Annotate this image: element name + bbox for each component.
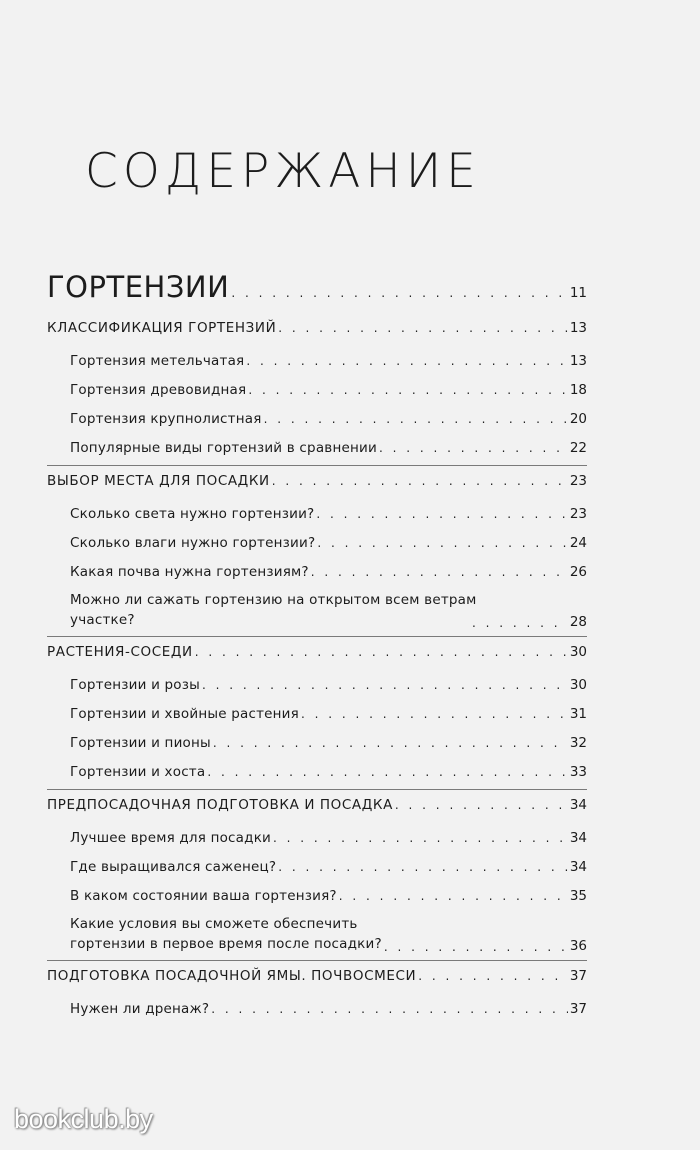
dot-leader <box>207 765 567 779</box>
toc-section-row[interactable] <box>47 757 587 786</box>
toc-page-number: 34 <box>569 858 587 875</box>
toc-section-label: В каком состоянии ваша гортензия? <box>70 887 337 904</box>
toc-section-row[interactable] <box>47 375 587 404</box>
toc-section-row[interactable] <box>47 670 587 699</box>
toc-page <box>47 0 587 1150</box>
divider <box>47 789 587 790</box>
toc-section-label-line: гортензии в первое время после посадки? <box>70 936 382 952</box>
toc-section-row[interactable] <box>47 586 587 633</box>
toc-page-number: 37 <box>569 968 587 984</box>
toc-section-row[interactable] <box>47 728 587 757</box>
toc-page-number: 13 <box>569 320 587 336</box>
toc-page-number: 31 <box>569 705 587 722</box>
toc-section-label: Гортензия древовидная <box>70 381 247 398</box>
toc-section-label: Нужен ли дренаж? <box>70 1000 210 1017</box>
toc-section-label <box>70 914 382 954</box>
dot-leader <box>317 536 568 550</box>
toc-page-number: 22 <box>569 439 587 456</box>
toc-section-label: Гортензии и хвойные растения <box>70 705 299 722</box>
toc-section-label: Гортензии и пионы <box>70 734 211 751</box>
dot-leader <box>418 969 568 983</box>
toc-page-number: 28 <box>569 614 587 630</box>
dot-leader <box>278 860 568 874</box>
toc-section-label: Сколько света нужно гортензии? <box>70 505 315 522</box>
toc-chapter-label: ПОДГОТОВКА ПОСАДОЧНОЙ ЯМЫ. ПОЧВОСМЕСИ <box>47 968 417 984</box>
toc-page-number: 11 <box>569 285 587 301</box>
divider <box>47 960 587 961</box>
dot-leader <box>248 383 567 397</box>
toc-chapter-row[interactable] <box>47 968 587 991</box>
toc-section-row[interactable] <box>47 499 587 528</box>
toc-page-number: 24 <box>569 534 587 551</box>
toc-page-number: 32 <box>569 734 587 751</box>
toc-section-label-line: участке? <box>70 612 135 628</box>
dot-leader <box>213 736 568 750</box>
dot-leader <box>195 645 568 659</box>
table-of-contents <box>47 270 587 1023</box>
toc-section-row[interactable] <box>47 557 587 586</box>
toc-section-label-line: Какие условия вы сможете обеспечить <box>70 916 358 932</box>
toc-section-label <box>70 590 477 630</box>
toc-page-number: 30 <box>569 676 587 693</box>
toc-section-row[interactable] <box>47 994 587 1023</box>
toc-section-row[interactable] <box>47 433 587 462</box>
dot-leader <box>231 286 567 300</box>
toc-section-label: Где выращивался саженец? <box>70 858 277 875</box>
toc-part-label: ГОРТЕНЗИИ <box>47 270 230 304</box>
toc-section-row[interactable] <box>47 699 587 728</box>
dot-leader <box>316 507 567 521</box>
divider <box>47 465 587 466</box>
toc-page-number: 34 <box>569 829 587 846</box>
toc-section-label: Популярные виды гортензий в сравнении <box>70 439 377 456</box>
toc-chapter-label: ВЫБОР МЕСТА ДЛЯ ПОСАДКИ <box>47 473 270 489</box>
toc-chapter-row[interactable] <box>47 797 587 820</box>
toc-section-label: Сколько влаги нужно гортензии? <box>70 534 316 551</box>
toc-page-number: 23 <box>569 505 587 522</box>
toc-page-number: 30 <box>569 644 587 660</box>
watermark-logo: bookclub.by <box>14 1104 153 1134</box>
toc-section-label: Гортензия крупнолистная <box>70 410 262 427</box>
dot-leader <box>472 616 568 630</box>
toc-section-row[interactable] <box>47 404 587 433</box>
dot-leader <box>264 412 568 426</box>
toc-page-number: 20 <box>569 410 587 427</box>
toc-page-number: 13 <box>569 352 587 369</box>
toc-section-label: Какая почва нужна гортензиям? <box>70 563 309 580</box>
toc-page-number: 26 <box>569 563 587 580</box>
toc-part-row[interactable] <box>47 270 587 310</box>
dot-leader <box>301 707 568 721</box>
dot-leader <box>395 798 568 812</box>
page-title: СОДЕРЖАНИЕ <box>85 144 481 199</box>
toc-section-row[interactable] <box>47 852 587 881</box>
toc-chapter-row[interactable] <box>47 473 587 496</box>
toc-page-number: 34 <box>569 797 587 813</box>
dot-leader <box>273 831 568 845</box>
toc-page-number: 36 <box>569 938 587 954</box>
dot-leader <box>311 565 568 579</box>
dot-leader <box>272 474 568 488</box>
toc-chapter-label: КЛАССИФИКАЦИЯ ГОРТЕНЗИЙ <box>47 320 277 336</box>
toc-section-row[interactable] <box>47 346 587 375</box>
dot-leader <box>211 1002 568 1016</box>
toc-page-number: 23 <box>569 473 587 489</box>
toc-section-label: Гортензии и розы <box>70 676 201 693</box>
toc-section-label: Гортензии и хоста <box>70 763 206 780</box>
toc-chapter-row[interactable] <box>47 644 587 667</box>
toc-chapter-row[interactable] <box>47 320 587 343</box>
toc-section-row[interactable] <box>47 881 587 910</box>
dot-leader <box>202 678 568 692</box>
toc-section-row[interactable] <box>47 910 587 957</box>
toc-section-label: Гортензия метельчатая <box>70 352 245 369</box>
toc-chapter-label: ПРЕДПОСАДОЧНАЯ ПОДГОТОВКА И ПОСАДКА <box>47 797 393 813</box>
divider <box>47 636 587 637</box>
toc-page-number: 18 <box>569 381 587 398</box>
dot-leader <box>384 940 568 954</box>
toc-page-number: 37 <box>569 1000 587 1017</box>
toc-section-row[interactable] <box>47 528 587 557</box>
dot-leader <box>339 889 568 903</box>
dot-leader <box>246 354 567 368</box>
toc-chapter-label: РАСТЕНИЯ-СОСЕДИ <box>47 644 193 660</box>
toc-section-label-line: Можно ли сажать гортензию на открытом всем ветрам <box>70 592 477 608</box>
toc-page-number: 33 <box>569 763 587 780</box>
toc-section-row[interactable] <box>47 823 587 852</box>
toc-section-label: Лучшее время для посадки <box>70 829 272 846</box>
toc-page-number: 35 <box>569 887 587 904</box>
dot-leader <box>278 321 568 335</box>
dot-leader <box>379 441 568 455</box>
